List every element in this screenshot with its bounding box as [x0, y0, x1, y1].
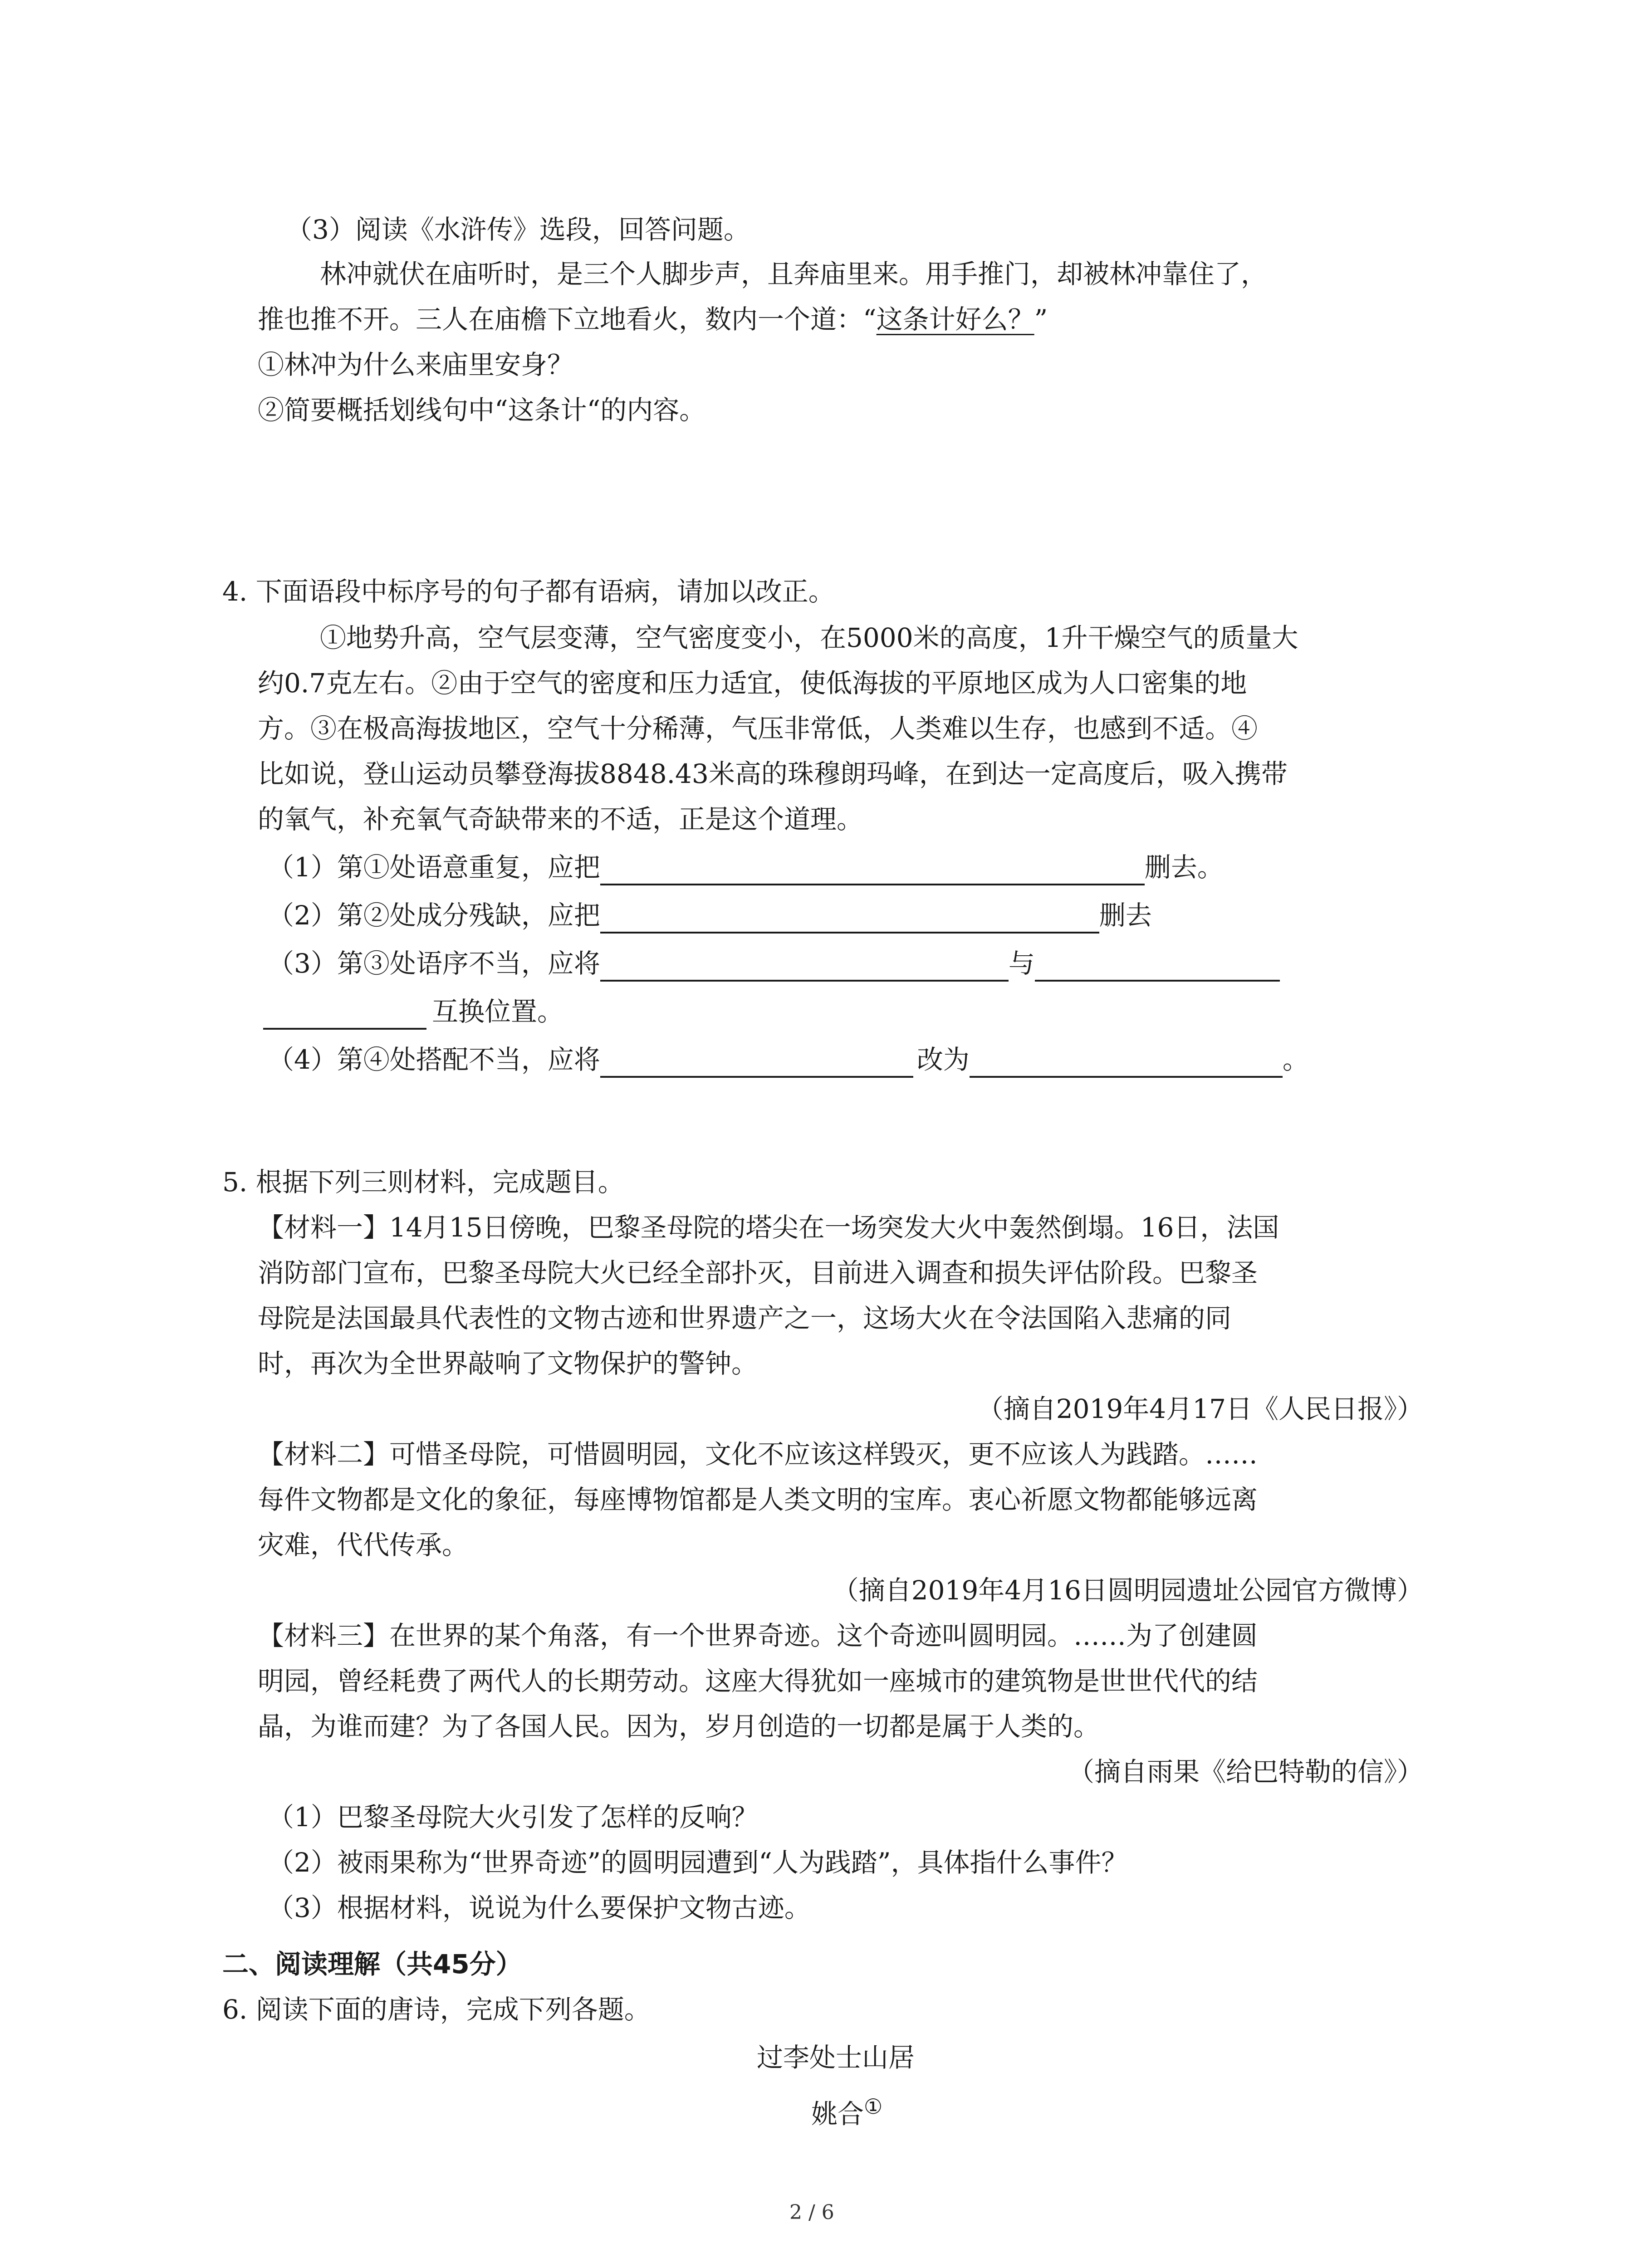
q4-answer-blank-4a[interactable]: [600, 1048, 913, 1078]
q3-sub-question-2: ②简要概括划线句中“这条计“的内容。: [258, 395, 706, 425]
q3-underlined-sentence: 这条计好么？: [876, 304, 1034, 335]
q5-material-2-source: （摘自2019年4月16日圆明园遗址公园官方微博）: [832, 1575, 1423, 1606]
q4-paragraph-line-1: ①地势升高，空气层变薄，空气密度变小，在5000米的高度，1升干燥空气的质量大: [320, 622, 1298, 653]
q5-material-1-line-3: 母院是法国最具代表性的文物古迹和世界遗产之一，这场大火在令法国陷入悲痛的同: [258, 1303, 1232, 1334]
q5-sub-question-1: （1）巴黎圣母院大火引发了怎样的反响？: [268, 1802, 758, 1833]
q3-passage-line-2: [258, 301, 1048, 337]
q4-item-4-suffix: 。: [1282, 1044, 1309, 1075]
q4-item-3-suffix: 互换位置。: [432, 996, 564, 1027]
q4-item-4-prompt: （4）第④处搭配不当，应将: [268, 1044, 600, 1075]
q4-title: 4. 下面语段中标序号的句子都有语病，请加以改正。: [222, 576, 835, 607]
q5-material-2-line-2: 每件文物都是文化的象征，每座博物馆都是人类文明的宝库。衷心祈愿文物都能够远离: [258, 1484, 1258, 1515]
q4-paragraph-line-5: 的氧气，补充氧气奇缺带来的不适，正是这个道理。: [258, 804, 863, 835]
q4-answer-blank-3b[interactable]: [1035, 952, 1280, 982]
q4-item-2: [268, 897, 1152, 934]
page-number: 2 / 6: [789, 2201, 834, 2224]
q6-author-name: 姚合: [811, 2098, 864, 2130]
q6-poem-title: 过李处士山居: [757, 2042, 915, 2073]
q5-sub-question-2: （2）被雨果称为“世界奇迹”的圆明园遭到“人为践踏”，具体指什么事件？: [268, 1847, 1128, 1878]
section-2-heading: 二、阅读理解（共45分）: [222, 1949, 522, 1980]
q5-material-2-line-1: 【材料二】可惜圣母院，可惜圆明园，文化不应该这样毁灭，更不应该人为践踏。……: [258, 1439, 1258, 1470]
q5-title: 5. 根据下列三则材料，完成题目。: [222, 1167, 624, 1198]
q4-item-1: [268, 849, 1224, 885]
q4-item-3: [268, 945, 1280, 982]
q6-author-note-marker: ①: [864, 2094, 883, 2119]
q6-poem-author: [811, 2088, 882, 2132]
q4-paragraph-line-4: 比如说，登山运动员攀登海拔8848.43米高的珠穆朗玛峰，在到达一定高度后，吸入携带: [258, 758, 1288, 789]
q5-material-3-line-3: 晶，为谁而建？为了各国人民。因为，岁月创造的一切都是属于人类的。: [258, 1711, 1100, 1742]
q4-item-1-prompt: （1）第①处语意重复，应把: [268, 852, 600, 883]
q3-passage-quote-end: ”: [1034, 304, 1048, 335]
q5-material-3-source: （摘自雨果《给巴特勒的信》）: [1068, 1756, 1423, 1787]
q4-item-4-mid: 改为: [916, 1044, 970, 1075]
q5-material-1-line-4: 时，再次为全世界敲响了文物保护的警钟。: [258, 1348, 758, 1379]
q4-item-1-suffix: 删去。: [1144, 852, 1224, 883]
q4-paragraph-line-2: 约0.7克左右。②由于空气的密度和压力适宜，使低海拔的平原地区成为人口密集的地: [258, 668, 1247, 699]
q4-paragraph-line-3: 方。③在极高海拔地区，空气十分稀薄，气压非常低，人类难以生存，也感到不适。④: [258, 713, 1258, 744]
q4-answer-blank-3a[interactable]: [600, 952, 1009, 982]
q5-material-1-line-1: 【材料一】14月15日傍晚，巴黎圣母院的塔尖在一场突发大火中轰然倒塌。16日，法国: [258, 1212, 1279, 1243]
q5-material-3-line-2: 明园，曾经耗费了两代人的长期劳动。这座大得犹如一座城市的建筑物是世世代代的结: [258, 1666, 1258, 1696]
q4-answer-blank-3c[interactable]: [263, 1000, 426, 1030]
q4-answer-blank-4b[interactable]: [970, 1048, 1283, 1078]
q3-title: （3）阅读《水浒传》选段，回答问题。: [286, 214, 750, 245]
q4-item-3-mid: 与: [1008, 948, 1035, 979]
q4-item-2-suffix: 删去: [1099, 900, 1152, 931]
q4-answer-blank-2[interactable]: [600, 904, 1099, 934]
q5-material-1-source: （摘自2019年4月17日《人民日报》）: [977, 1393, 1423, 1424]
q5-sub-question-3: （3）根据材料，说说为什么要保护文物古迹。: [268, 1892, 811, 1923]
q4-item-3-continued: [263, 993, 563, 1030]
q4-item-3-prompt: （3）第③处语序不当，应将: [268, 948, 600, 979]
q4-item-4: [268, 1041, 1309, 1078]
q3-passage-text: 推也推不开。三人在庙檐下立地看火，数内一个道：“: [258, 304, 877, 335]
q3-passage-line-1: 林冲就伏在庙听时，是三个人脚步声，且奔庙里来。用手推门，却被林冲靠住了，: [320, 259, 1268, 289]
q5-material-3-line-1: 【材料三】在世界的某个角落，有一个世界奇迹。这个奇迹叫圆明园。……为了创建圆: [258, 1620, 1258, 1651]
q5-material-1-line-2: 消防部门宣布，巴黎圣母院大火已经全部扑灭，目前进入调查和损失评估阶段。巴黎圣: [258, 1257, 1258, 1288]
q3-sub-question-1: ①林冲为什么来庙里安身？: [258, 349, 574, 380]
q6-title: 6. 阅读下面的唐诗，完成下列各题。: [222, 1994, 651, 2025]
q4-item-2-prompt: （2）第②处成分残缺，应把: [268, 900, 600, 931]
q4-answer-blank-1[interactable]: [600, 855, 1145, 885]
q5-material-2-line-3: 灾难，代代传承。: [258, 1530, 469, 1560]
